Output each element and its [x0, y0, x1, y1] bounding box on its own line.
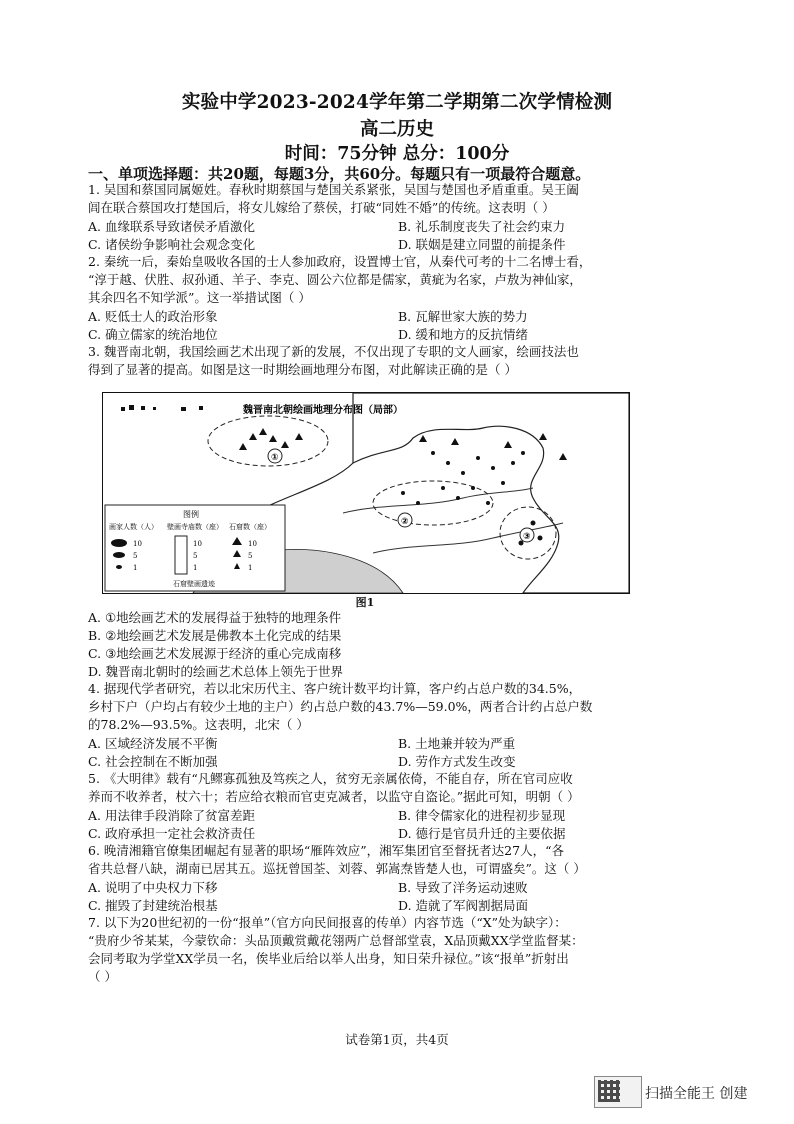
q1-line1: 1. 吴国和蔡国同属姬姓。春秋时期蔡国与楚国关系紧张，吴国与楚国也矛盾重重。吴王阖 — [88, 182, 579, 197]
grotto-triangles — [419, 433, 567, 460]
q5-option-a: A. 用法律手段消除了贫富差距 — [88, 808, 255, 823]
q5-option-c: C. 政府承担一定社会救济责任 — [88, 826, 256, 841]
legend-10c: 10 — [248, 540, 257, 548]
island-marks — [121, 405, 203, 411]
map-legend — [105, 505, 285, 591]
q6-option-b: B. 导致了洋务运动速败 — [398, 880, 528, 895]
q2-option-a: A. 贬低士人的政治形象 — [88, 309, 218, 324]
q1-option-a: A. 血缘联系导致诸侯矛盾激化 — [88, 219, 255, 234]
q4-line1: 4. 据现代学者研究，若以北宋历代主、客户统计数平均计算，客户约占总户数的34.5%， — [88, 681, 582, 696]
q3-option-d: D. 魏晋南北朝时的绘画艺术总体上领先于世界 — [88, 664, 344, 679]
section-heading: 一、单项选择题：共20题，每题3分，共60分。每题只有一项最符合题意。 — [88, 165, 591, 183]
q1-option-b: B. 礼乐制度丧失了社会约束力 — [398, 219, 566, 234]
q7-line3: 会同考取为学堂XX学员一名，俟毕业后给以举人出身，知日荣升禄位。”该“报单”折射出 — [88, 951, 569, 966]
q2-option-b: B. 瓦解世家大族的势力 — [398, 309, 528, 324]
legend-temples: 壁画寺庙数（座） — [167, 523, 223, 531]
q4-option-a: A. 区域经济发展不平衡 — [88, 736, 218, 751]
qr-code-icon — [598, 1080, 620, 1102]
region-1-label: ① — [271, 453, 279, 463]
q3-option-a: A. ①地绘画艺术的发展得益于独特的地理条件 — [88, 610, 342, 625]
legend-painters: 画家人数（人） — [109, 523, 158, 531]
q6-line2: 省共总督八缺，湖南已居其五。巡抚曾国荃、刘蓉、郭嵩焘皆楚人也，可谓盛矣”。这（ ） — [88, 861, 586, 876]
legend-10a: 10 — [133, 540, 142, 548]
q3-line1: 3. 魏晋南北朝，我国绘画艺术出现了新的发展，不仅出现了专职的文人画家，绘画技法也 — [88, 344, 579, 359]
legend-5a: 5 — [133, 552, 138, 560]
q2-line1: 2. 秦统一后，秦始皇吸收各国的士人参加政府，设置博士官，从秦代可考的十二名博士看， — [88, 254, 592, 269]
q4-line2: 乡村下户（户均占有较少土地的主户）约占总户数的43.7%—59.0%，两者合计约占总户数 — [88, 699, 593, 714]
legend-10b: 10 — [193, 540, 202, 548]
q2-option-d: D. 缓和地方的反抗情绪 — [398, 327, 529, 342]
q6-option-d: D. 造就了军阀割据局面 — [398, 898, 529, 913]
q1-option-c: C. 诸侯纷争影响社会观念变化 — [88, 237, 256, 252]
exam-title: 实验中学2023-2024学年第二学期第二次学情检测 — [181, 92, 613, 113]
exam-info: 时间：75分钟 总分：100分 — [284, 144, 510, 164]
q1-option-d: D. 联姻是建立同盟的前提条件 — [398, 237, 566, 252]
q2-line3: 其余四名不知学派”。这一举措试图（ ） — [88, 290, 311, 305]
legend-1b: 1 — [193, 564, 198, 572]
q3-line2: 得到了显著的提高。如图是这一时期绘画地理分布图，对此解读正确的是（ ） — [88, 362, 517, 377]
legend-5b: 5 — [193, 552, 198, 560]
q3-option-c: C. ③地绘画艺术发展源于经济的重心完成南移 — [88, 646, 342, 661]
legend-1c: 1 — [248, 564, 253, 572]
map-title: 魏晋南北朝绘画地理分布图（局部） — [243, 405, 403, 416]
q2-option-c: C. 确立儒家的统治地位 — [88, 327, 218, 342]
q7-line2: “贵府少爷某某，今蒙钦命：头品顶戴赏戴花翎两广总督部堂袁，X品顶戴XX学堂监督某： — [88, 933, 584, 948]
scanner-watermark: 扫描全能王 创建 — [645, 1086, 748, 1102]
q4-option-b: B. 土地兼并较为严重 — [398, 736, 516, 751]
legend-grottoes: 石窟数（座） — [229, 523, 271, 531]
q5-line1: 5. 《大明律》载有“凡鳏寡孤独及笃疾之人，贫穷无亲属依倚，不能自存，所在官司应收 — [88, 771, 573, 786]
q4-option-d: D. 劳作方式发生改变 — [398, 754, 516, 769]
region-1-markers — [239, 428, 303, 450]
legend-5c: 5 — [248, 552, 253, 560]
figure-caption: 图1 — [355, 596, 375, 609]
q4-line3: 的78.2%—93.5%。这表明，北宋（ ） — [88, 717, 309, 732]
q6-option-a: A. 说明了中央权力下移 — [88, 880, 218, 895]
page-footer: 试卷第1页，共4页 — [345, 1032, 449, 1047]
legend-1a: 1 — [133, 564, 138, 572]
q7-line1: 7. 以下为20世纪初的一份“报单”（官方向民间报喜的传单）内容节选（“X”处为缺字）： — [88, 915, 567, 930]
q5-option-d: D. 德行是官员升迁的主要依据 — [398, 826, 566, 841]
exam-subject: 高二历史 — [359, 119, 434, 140]
q5-line2: 养而不收养者，杖六十；若应给衣粮而官吏克减者，以监守自盗论。”据此可知，明朝（ ） — [88, 789, 580, 804]
scanner-logo — [594, 1076, 642, 1108]
q6-line1: 6. 晚清湘籍官僚集团崛起有显著的职场“雁阵效应”，湘军集团官至督抚者达27人，“各 — [88, 843, 564, 858]
region-2-label: ② — [401, 517, 409, 527]
q3-option-b: B. ②地绘画艺术发展是佛教本土化完成的结果 — [88, 628, 342, 643]
map-svg — [103, 393, 629, 593]
q5-option-b: B. 律令儒家化的进程初步显现 — [398, 808, 566, 823]
q2-line2: “淳于越、伏胜、叔孙通、羊子、李克、圆公六位都是儒家，黄疵为名家，卢敖为神仙家， — [88, 272, 582, 287]
river-2 — [373, 523, 563, 553]
q6-option-c: C. 摧毁了封建统治根基 — [88, 898, 218, 913]
legend-bottom: 石窟壁画遗迹 — [173, 580, 215, 588]
legend-title: 图例 — [183, 510, 199, 519]
region-3-label: ③ — [523, 532, 531, 542]
river-1 — [343, 488, 533, 513]
q1-line2: 闾在联合蔡国攻打楚国后，将女儿嫁给了蔡侯，打破“同姓不婚”的传统。这表明（ ） — [88, 200, 555, 215]
painting-distribution-map — [102, 392, 630, 594]
q4-option-c: C. 社会控制在不断加强 — [88, 754, 218, 769]
q7-line4: （ ） — [88, 969, 117, 984]
